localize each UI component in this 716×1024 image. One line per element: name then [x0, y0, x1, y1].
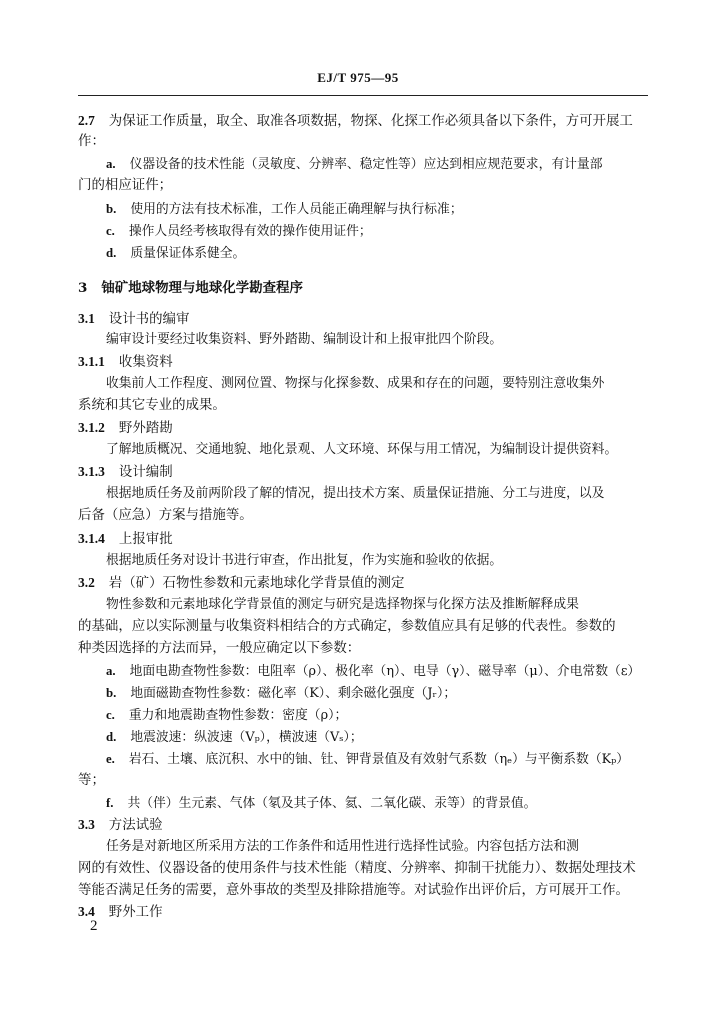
clause-text: 铀矿地球物理与地球化学勘查程序 [101, 280, 303, 296]
clause-text: 地震波速：纵波速（Vₚ），横波速（Vₛ）； [130, 730, 363, 745]
numbered-line [106, 706, 680, 725]
text-line [78, 882, 652, 900]
numbered-line [106, 684, 680, 703]
clause-text: 收集资料 [118, 355, 173, 370]
clause-text: 物性参数和元素地球化学背景值的测定与研究是选择物探与化探方法及推断解释成果 [106, 597, 579, 612]
clause-text: 了解地质概况、交通地貌、地化景观、人文环境、环保与用工情况，为编制设计提供资料。 [106, 442, 618, 457]
text-line [78, 860, 652, 878]
numbered-line [106, 794, 680, 813]
clause-number: f. [106, 796, 114, 810]
clause-text: 的基础，应以实际测量与收集资料相结合的方式确定，参数值应具有足够的代表性。参数的 [78, 619, 616, 634]
clause-number: 3.1 [78, 311, 95, 326]
clause-text: 地面电勘查物性参数：电阻率（ρ）、极化率（η）、电导（γ）、磁导率（μ）、介电常数（ε） [129, 664, 641, 679]
numbered-line [106, 155, 680, 174]
clause-text: 根据地质任务及前两阶段了解的情况，提出技术方案、质量保证措施、分工与进度，以及 [106, 486, 605, 501]
clause-number: 3.1.1 [78, 354, 105, 369]
numbered-line [106, 200, 680, 219]
clause-number: e. [106, 752, 115, 766]
clause-text: 重力和地震勘查物性参数：密度（ρ）； [128, 708, 348, 723]
numbered-line [78, 903, 652, 922]
clause-text: 地面磁勘查物性参数：磁化率（K）、剩余磁化强度（Jᵣ）； [130, 686, 457, 701]
clause-number: 3.2 [78, 575, 95, 590]
text-line [106, 485, 680, 503]
clause-number: b. [106, 686, 117, 700]
text-line [78, 618, 652, 636]
clause-text: 仪器设备的技术性能（灵敏度、分辨率、稳定性等）应达到相应规范要求，有计量部 [129, 157, 603, 172]
document-code-header: EJ/T 975—95 [317, 70, 399, 85]
clause-text: 设计编制 [118, 465, 173, 480]
text-line [106, 596, 680, 614]
numbered-line [78, 574, 652, 593]
clause-number: a. [106, 157, 116, 171]
header-rule [78, 95, 648, 96]
clause-text: 岩（矿）石物性参数和元素地球化学背景值的测定 [108, 576, 405, 591]
numbered-line [78, 353, 652, 372]
clause-text: 根据地质任务对设计书进行审查，作出批复，作为实施和验收的依据。 [106, 553, 503, 568]
clause-text: 门的相应证件； [78, 178, 173, 193]
clause-text: 后备（应急）方案与措施等。 [78, 508, 253, 523]
text-line [78, 772, 652, 790]
clause-text: 种类因选择的方法而异，一般应确定以下参数： [78, 641, 361, 656]
numbered-line [78, 279, 652, 297]
numbered-line [78, 310, 652, 329]
numbered-line [106, 750, 680, 769]
clause-text: 野外工作 [108, 905, 163, 920]
clause-number: c. [106, 708, 115, 722]
text-line [106, 838, 680, 856]
clause-number: 3.3 [78, 817, 95, 832]
clause-number: d. [106, 730, 117, 744]
numbered-line [78, 530, 652, 549]
clause-text: 质量保证体系健全。 [130, 246, 246, 261]
clause-number: 3 [78, 280, 88, 296]
numbered-line [106, 222, 680, 241]
clause-number: 3.1.3 [78, 464, 105, 479]
clause-number: c. [106, 224, 115, 238]
text-line [106, 552, 680, 570]
clause-text: 为保证工作质量，取全、取准各项数据，物探、化探工作必须具备以下条件，方可开展工 [108, 114, 633, 129]
text-line [106, 375, 680, 393]
page-number: 2 [90, 918, 98, 934]
numbered-line [106, 662, 680, 681]
clause-number: a. [106, 664, 116, 678]
numbered-line [78, 816, 652, 835]
clause-text: 野外踏勘 [118, 421, 173, 436]
clause-text: 上报审批 [118, 532, 173, 547]
text-line [78, 397, 652, 415]
clause-number: d. [106, 246, 117, 260]
clause-text: 方法试验 [108, 818, 163, 833]
clause-text: 编审设计要经过收集资料、野外踏勘、编制设计和上报审批四个阶段。 [106, 332, 503, 347]
clause-text: 共（伴）生元素、气体（氡及其子体、氦、二氧化碳、汞等）的背景值。 [127, 796, 537, 811]
clause-number: 3.1.4 [78, 531, 105, 546]
clause-text: 收集前人工作程度、测网位置、物探与化探参数、成果和存在的问题，要特别注意收集外 [106, 376, 605, 391]
text-line [78, 507, 652, 525]
clause-number: 3.1.2 [78, 420, 105, 435]
text-line [78, 177, 652, 195]
numbered-line [78, 112, 652, 131]
numbered-line [106, 244, 680, 263]
clause-text: 网的有效性、仪器设备的使用条件与技术性能（精度、分辨率、抑制干扰能力）、数据处理技术 [78, 861, 636, 876]
clause-text: 岩石、土壤、底沉积、水中的铀、钍、钾背景值及有效射气系数（ηₑ）与平衡系数（Kₚ） [128, 752, 630, 767]
text-line [78, 640, 652, 658]
clause-text: 操作人员经考核取得有效的操作使用证件； [128, 224, 372, 239]
clause-number: b. [106, 202, 117, 216]
numbered-line [78, 463, 652, 482]
clause-text: 系统和其它专业的成果。 [78, 398, 226, 413]
clause-text: 等能否满足任务的需要，意外事故的类型及排除措施等。对试验作出评价后，方可展开工作。 [78, 883, 629, 898]
clause-text: 任务是对新地区所采用方法的工作条件和适用性进行选择性试验。内容包括方法和测 [106, 839, 579, 854]
numbered-line [106, 728, 680, 747]
clause-text: 作： [78, 134, 105, 149]
text-line [106, 331, 680, 349]
text-line [78, 133, 652, 151]
clause-text: 使用的方法有技术标准，工作人员能正确理解与执行标准； [130, 202, 463, 217]
clause-text: 设计书的编审 [108, 312, 190, 327]
clause-text: 等； [78, 773, 105, 788]
clause-number: 2.7 [78, 113, 95, 128]
numbered-line [78, 419, 652, 438]
clause-number: 3.4 [78, 904, 95, 919]
text-line [106, 441, 680, 459]
